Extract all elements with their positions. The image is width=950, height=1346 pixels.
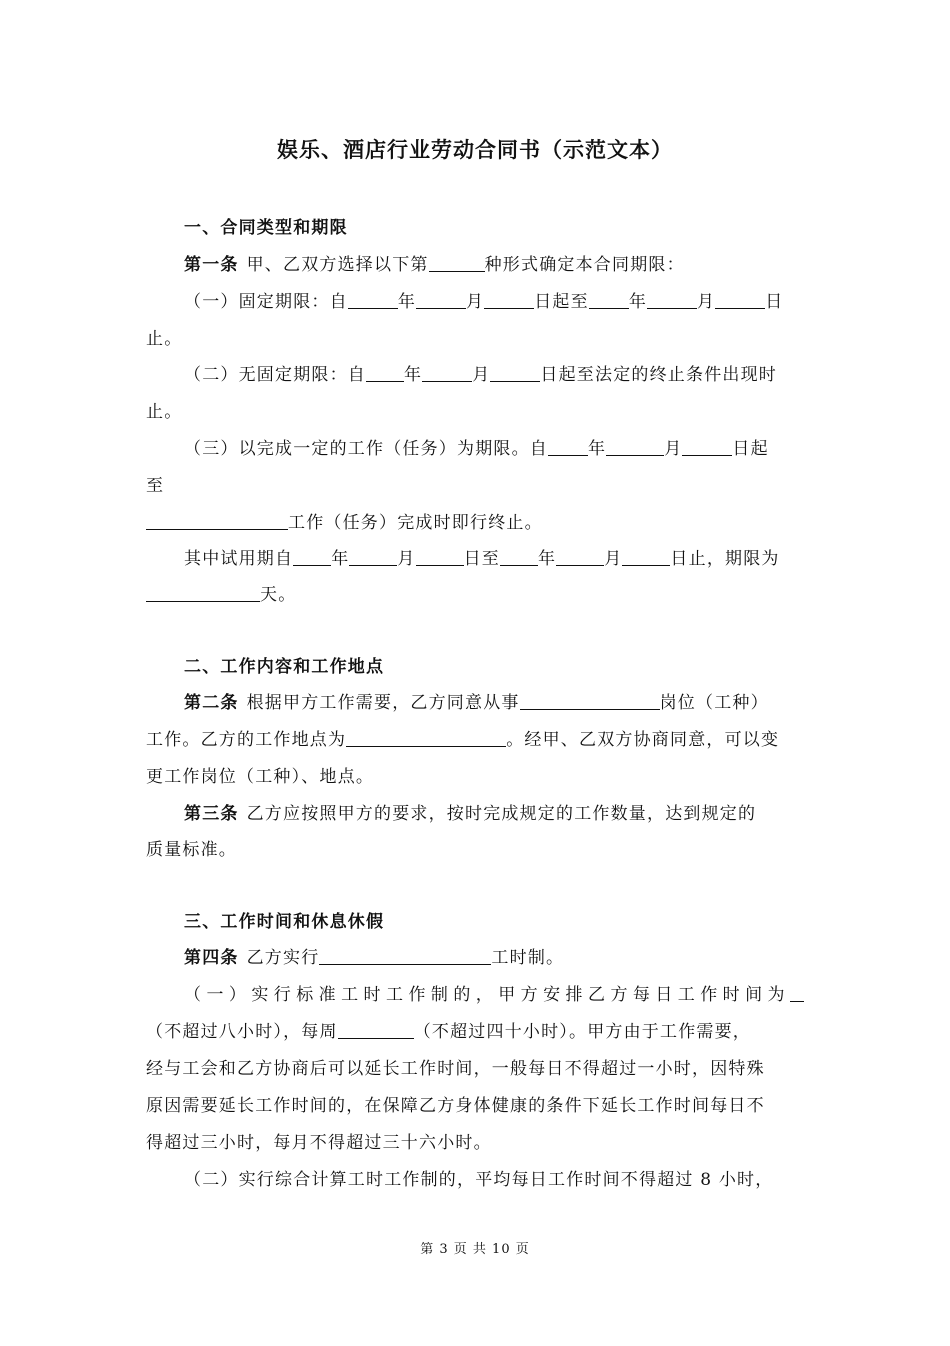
- prob-days-blank[interactable]: [146, 585, 260, 602]
- end-year-blank[interactable]: [589, 292, 629, 309]
- article-2-label: 第二条: [184, 693, 239, 713]
- probation-days-line: 天。: [146, 580, 296, 605]
- prob-end-day-blank[interactable]: [622, 549, 670, 566]
- section-heading-3: 三、工作时间和休息休假: [184, 912, 385, 932]
- article-3-line-1: 第三条 乙方应按照甲方的要求，按时完成规定的工作数量，达到规定的: [184, 804, 757, 824]
- standard-hours-line-2: （不超过八小时），每周 （不超过四十小时）。甲方由于工作需要，: [146, 1022, 752, 1042]
- article-2-line-3: 更工作岗位（工种）、地点。: [146, 767, 375, 787]
- article-1-label: 第一条: [184, 255, 239, 275]
- prob-end-year-blank[interactable]: [500, 549, 538, 566]
- standard-hours-line-3: 经与工会和乙方协商后可以延长工作时间，一般每日不得超过一小时，因特殊: [146, 1059, 765, 1079]
- prob-start-day-blank[interactable]: [416, 549, 464, 566]
- task-complete-line: 工作（任务）完成时即行终止。: [146, 508, 543, 533]
- comprehensive-hours-line: （二）实行综合计算工时工作制的，平均每日工作时间不得超过 8 小时，: [184, 1170, 774, 1190]
- start-day-blank[interactable]: [484, 292, 534, 309]
- open-year-blank[interactable]: [366, 365, 404, 382]
- prob-start-year-blank[interactable]: [293, 549, 331, 566]
- open-day-blank[interactable]: [490, 365, 540, 382]
- position-blank[interactable]: [520, 693, 660, 710]
- form-type-blank[interactable]: [429, 255, 485, 272]
- task-term-line: （三）以完成一定的工作（任务）为期限。自 年 月 日起: [184, 439, 769, 459]
- end-day-blank[interactable]: [715, 292, 765, 309]
- section-heading-2: 二、工作内容和工作地点: [184, 657, 385, 677]
- fixed-term-end: 止。: [146, 329, 183, 349]
- fixed-term-line: （一）固定期限：自 年 月 日起至 年 月 日: [184, 292, 784, 312]
- start-year-blank[interactable]: [348, 292, 398, 309]
- article-3-label: 第三条: [184, 804, 239, 824]
- article-2-line-1: 第二条 根据甲方工作需要，乙方同意从事 岗位（工种）: [184, 693, 769, 713]
- standard-hours-line-4: 原因需要延长工作时间的，在保障乙方身体健康的条件下延长工作时间每日不: [146, 1096, 765, 1116]
- open-month-blank[interactable]: [422, 365, 472, 382]
- open-term-end: 止。: [146, 402, 183, 422]
- probation-line: 其中试用期自 年 月 日至 年 月 日止，期限为: [184, 549, 780, 569]
- article-2-line-2: 工作。乙方的工作地点为 。经甲、乙双方协商同意，可以变: [146, 730, 780, 750]
- weekly-hours-blank[interactable]: [338, 1022, 414, 1039]
- task-year-blank[interactable]: [548, 439, 588, 456]
- daily-hours-blank[interactable]: [790, 985, 804, 1002]
- article-4-label: 第四条: [184, 948, 239, 968]
- work-location-blank[interactable]: [346, 730, 506, 747]
- section-heading-1: 一、合同类型和期限: [184, 218, 348, 238]
- open-term-line: （二）无固定期限：自 年 月 日起至法定的终止条件出现时: [184, 365, 778, 385]
- article-3-line-2: 质量标准。: [146, 840, 237, 860]
- task-term-to: 至: [146, 476, 165, 496]
- document-title: 娱乐、酒店行业劳动合同书（示范文本）: [277, 137, 673, 162]
- page-footer: 第 3 页 共 10 页: [420, 1242, 530, 1257]
- working-hours-system-blank[interactable]: [319, 948, 491, 965]
- standard-hours-line-5: 得超过三小时，每月不得超过三十六小时。: [146, 1133, 492, 1153]
- standard-hours-line-1: （一）实行标准工时工作制的，甲方安排乙方每日工作时间为: [184, 980, 804, 1005]
- article-1-line: 第一条 甲、乙双方选择以下第 种形式确定本合同期限：: [184, 255, 685, 275]
- start-month-blank[interactable]: [416, 292, 466, 309]
- task-name-blank[interactable]: [146, 513, 288, 530]
- prob-end-month-blank[interactable]: [556, 549, 604, 566]
- task-day-blank[interactable]: [682, 439, 732, 456]
- end-month-blank[interactable]: [647, 292, 697, 309]
- prob-start-month-blank[interactable]: [349, 549, 397, 566]
- article-4-line: 第四条 乙方实行 工时制。: [184, 948, 565, 968]
- task-month-blank[interactable]: [606, 439, 664, 456]
